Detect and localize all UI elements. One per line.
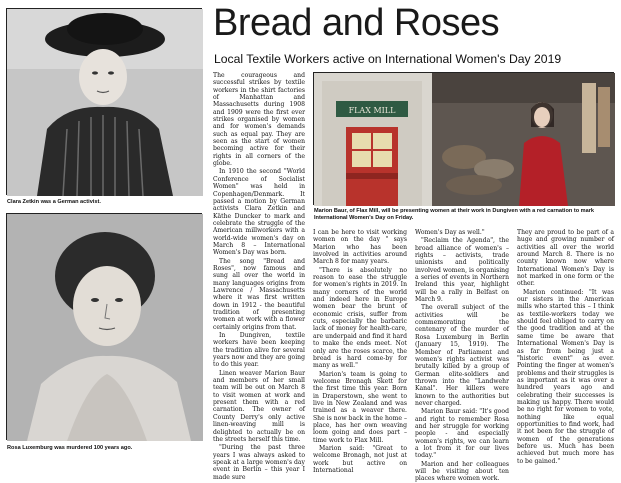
zetkin-caption: Clara Zetkin was a German activist. [7, 199, 101, 205]
baur-caption: Marion Baur, of Flax Mill, will be presenting women at their work in Dungiven with a red carnation to mark International Women's Day on Friday. [314, 208, 595, 222]
col4-paragraph-1: They are proud to be part of a huge and growing number of activities all over the world around March 8. There is no county known now where International Women's Day is not marked in one form or the other. [517, 229, 614, 288]
col1-paragraph-4: In Dungiven, textile workers have been keeping the tradition alive for several years now and they are going to do this year. [213, 332, 305, 369]
article-column-2 [313, 229, 407, 474]
col3-paragraph-5: Marion and her colleagues will be visiting about ten places where women work. [415, 460, 509, 483]
col1-paragraph-6: "During the past three years I was always asked to speak at a large women's day event in Berlin – this year I made sure [213, 444, 305, 481]
flax-mill-illustration [314, 73, 615, 206]
col3-paragraph-1: Women's Day as well." [415, 229, 485, 236]
col4-paragraph-2: Marion continued: "It was our sisters in the American mills who started this – I think as textile-workers today we should feel obliged to carry on the good tradition and at the same time be aware that International Women's Day is as far from being just a "historic event" as ever. Pointing the finger at women's problems and their struggles is as important as it was over a hundred years ago and celebrating their successes is making us happy. There would be no right for women to vote, nothing like equal opportunities to find work, had it not been for the struggle of women of the generations before us. Much has been achieved but much more has to be gained." [517, 288, 614, 465]
col2-paragraph-2: "There is absolutely no reason to ease the struggle for women's rights in 2019. In many corners of the world and indeed here in Europe women bear the brunt of economic crisis, suffer from cuts, especially the barbaric lack of money for health-care, are underpaid and find it hard to make the ends meet. Not only are the roses scarce, the bread is hard come-by for many as well." [313, 266, 407, 370]
headline: Bread and Roses [213, 2, 500, 44]
zetkin-portrait-illustration [7, 9, 203, 196]
col3-paragraph-3: The overall subject of the activities will be commemorating the centenary of the murder of Rosa Luxemburg in Berlin (January 15, 1919). The Member of Parliament and women's rights activist was brutally killed by a group of German elite-soldiers and thrown into the "Landwehr Kanal". Her killers were known to the authorities but never charged. [415, 304, 509, 407]
col2-paragraph-3: Marion's team is going to welcome Bronagh Skett for the first time this year. Born in Draperstown, she went to live in New Zealand and was trained as a weaver there. She is now back in the home – place, has her own weaving loom going and does part – time work to Flax Mill. [313, 370, 407, 444]
article-column-1 [213, 72, 305, 481]
col1-paragraph-5: Linen weaver Marion Baur and members of her small team will be out on March 8 to visit women at work and present them with a red carnation. The owner of County Derry's only active linen-weaving mill is delighted to actually be on the streets herself this time. [213, 369, 305, 443]
subtitle: Local Textile Workers active on International Women's Day 2019 [214, 52, 562, 66]
flax-mill-photo [313, 72, 614, 205]
col3-paragraph-4: Marion Baur said: "It's good and right to remember Rosa and her struggle for working people - and especially women's rights, we can learn a lot from it for our lives today." [415, 408, 509, 460]
col1-paragraph-1: The courageous and successful strikes by textile workers in the shirt factories of Manhattan and Massachusetts during 1908 and 1909 were the first ever strikes organised by women and for women's demands such as equal pay. They are seen as the start of women becoming active for their rights in all corners of the globe. [213, 72, 305, 168]
col3-paragraph-2: "Reclaim the Agenda", the broad alliance of women's – rights – activists, trade unionists and politically involved women, is organising a series of events in Northern Ireland this year, highlight will be a rally in Belfast on March 9. [415, 237, 509, 304]
col1-paragraph-2: In 1910 the second "World Conference of Socialist Women" was held in Copenhagen/Denmark. It passed a motion by German activists Clara Zetkin and Käthe Duncker to mark and celebrate the struggle of the American millworkers with a world-wide women's day on March 8 – International Women's Day was born. [213, 168, 305, 257]
col2-paragraph-1: I can be here to visit working women on the day " says Marion who has been involved in activities around March 8 for many years. [313, 229, 407, 266]
luxemburg-portrait-illustration [7, 214, 203, 441]
luxemburg-caption: Rosa Luxemburg was murdered 100 years ago. [7, 445, 133, 451]
col1-paragraph-3: The song "Bread and Roses", now famous and sung all over the world in many languages origins from Lawrence / Massachusetts where it was first written down in 1912 - the beautiful tradition of presenting women at work with a flower certainly origins from that. [213, 257, 305, 331]
flax-mill-sign-text: FLAX MILL [348, 106, 396, 115]
col2-paragraph-4: Marion said: "Great to welcome Bronagh, not just at work but active on International [313, 444, 407, 474]
article-column-4 [517, 229, 614, 465]
luxemburg-photo [6, 213, 202, 440]
article-column-3 [415, 229, 509, 483]
zetkin-photo [6, 8, 202, 195]
